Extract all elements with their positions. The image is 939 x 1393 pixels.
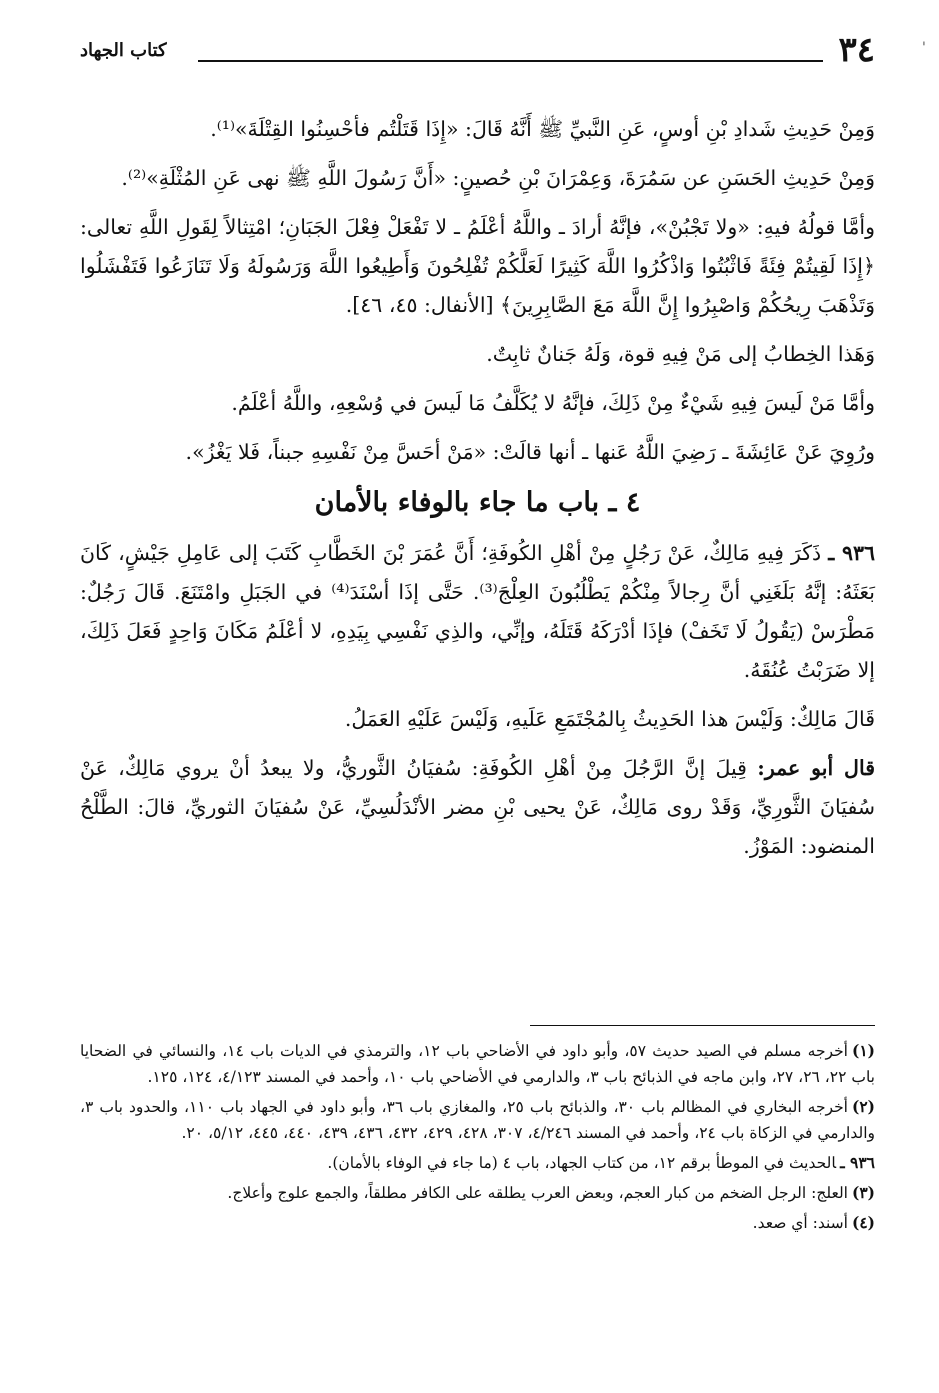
chapter-heading: ٤ ـ باب ما جاء بالوفاء بالأمان bbox=[314, 487, 641, 518]
margin-mark: ' bbox=[922, 40, 926, 56]
footnote-marker: (٤) bbox=[851, 1213, 875, 1232]
abu-umar-lead: قال أبو عمر: bbox=[757, 756, 875, 780]
abu-umar-note bbox=[80, 749, 875, 866]
footnote-1 bbox=[80, 1038, 875, 1090]
footnote-marker: (٢) bbox=[851, 1097, 875, 1116]
header-rule bbox=[198, 60, 823, 62]
hadith-number: ٩٣٦ ـ bbox=[828, 541, 875, 565]
page-header bbox=[80, 30, 875, 76]
paragraph-no-burden: وأمَّا مَنْ لَيسَ فِيهِ شَيْءٌ مِنْ ذَلِكَ، فإنَّهُ لا يُكَلَّفُ مَا لَيسَ في وُسْعِهِ، واللَّهُ أعْلَمُ. bbox=[231, 391, 875, 415]
footnote-text: أخرجه مسلم في الصيد حديث ٥٧، وأبو داود في الأضاحي باب ١٢، والترمذي في الديات باب ١٤، والنسائي في الضحايا باب ٢٢، ٢٦، ٢٧، وابن ماجه في الذبائح باب ٣، والدارمي في الأضاحي باب ١٠، وأحمد في المسند ٤/١٢٣، ١٢٤، ١٢٥. bbox=[80, 1042, 875, 1086]
footnote-text: أخرجه البخاري في المظالم باب ٣٠، والذبائح باب ٢٥، والمغازي باب ٣٦، وأبو داود في الجهاد باب ١١٠، والحدود باب ٣، والدارمي في الزكاة باب ٢٤، وأحمد في المسند ٤/٢٤٦، ٣٠٧، ٤٢٨، ٤٢٩، ٤٣٢، ٤٣٦، ٤٣٩، ٤٤٠، ٤٤٥، ٥/١٢، ٢٠. bbox=[80, 1098, 875, 1142]
paragraph-aisha-report: ورُوِيَ عَنْ عَائِشَةَ ـ رَضِيَ اللَّهُ عَنها ـ أنها قالَتْ: «مَنْ أحَسَّ مِنْ نَفْسِهِ جبناً، فَلا يَغْزُ». bbox=[185, 440, 875, 464]
footnote-separator bbox=[530, 1025, 875, 1026]
footnote-text: أسند: أي صعد. bbox=[752, 1214, 848, 1232]
hadith-936 bbox=[80, 534, 875, 690]
footnote-text: العلج: الرجل الضخم من كبار العجم، وبعض العرب يطلقه على الكافر مطلقاً، والجمع علوج وأعلاج. bbox=[227, 1184, 848, 1202]
main-text bbox=[80, 110, 875, 876]
page-number: ٣٤ bbox=[838, 30, 875, 70]
malik-note: قَالَ مَالِكٌ: وَلَيْسَ هذا الحَدِيثُ بِالمُجْتَمَعِ عَلَيهِ، وَلَيْسَ عَلَيْهِ العَمَلُ. bbox=[344, 707, 875, 731]
footnotes bbox=[80, 1038, 875, 1240]
footnote-3 bbox=[80, 1180, 875, 1206]
paragraph-address-strength: وَهَذا الخِطابُ إلى مَنْ فِيهِ قوة، وَلَهُ جَنانٌ ثابِتٌ. bbox=[486, 342, 875, 366]
paragraph-shaddad-hadith: وَمِنْ حَدِيثِ شَدادِ بْنِ أوسٍ، عَنِ النَّبيِّ ﷺ أَنَّهُ قَالَ: «إِذَا قَتَلْتُم فأحْسِنُوا القِتْلَةَ»⁽¹⁾. bbox=[210, 117, 875, 141]
book-title: كتاب الجهاد bbox=[80, 40, 167, 61]
paragraph-cowardice-quran: وأمَّا قولُهُ فيهِ: «ولا تَجْبُنْ»، فإنَّهُ أرادَ ـ واللَّهُ أعْلَمُ ـ لا تَفْعَلْ فِعْلَ الجَبَانِ؛ امْتِثالاً لِقَولِ اللَّهِ تعالى: ﴿إِذَا لَقِيتُمْ فِئَةً فَاثْبُتُوا وَاذْكُرُوا اللَّهَ كَثِيرًا لَعَلَّكُمْ تُفْلِحُونَ وَأَطِيعُوا اللَّهَ وَرَسُولَهُ وَلَا تَنَازَعُوا فَتَفْشَلُوا وَتَذْهَبَ رِيحُكُمْ وَاصْبِرُوا إِنَّ اللَّهَ مَعَ الصَّابِرِينَ﴾ [الأنفال: ٤٥، ٤٦]. bbox=[80, 215, 875, 317]
hadith-text: ذَكَرَ فِيهِ مَالِكٌ، عَنْ رَجُلٍ مِنْ أهْلِ الكُوفَةِ؛ أَنَّ عُمَرَ بْنَ الخَطَّابِ كَتَبَ إلى عَامِلِ جَيْشٍ، كَانَ بَعَثَهُ: إنَّهُ بَلَغَنِي أنَّ رِجالاً مِنْكُمْ يَطْلُبُونَ العِلْجَ⁽³⁾. حَتَّى إذَا أسْنَدَ⁽⁴⁾ في الجَبَلِ وامْتَنَعَ. قَالَ رَجُلٌ: مَطْرَسْ (يَقُولُ لَا تَخَفْ) فإذَا أدْرَكَهُ قَتَلَهُ، وإنِّي، والذِي نَفْسِي بِيَدِهِ، لا أعْلَمُ مَكَانَ وَاحِدٍ فَعَلَ ذَلِكَ، إلا ضَرَبْتُ عُنُقَهُ. bbox=[80, 541, 875, 682]
footnote-2 bbox=[80, 1094, 875, 1146]
paragraph-mutilation-hadith: وَمِنْ حَدِيثِ الحَسَنِ عن سَمُرَةَ، وَعِمْرَانَ بْنِ حُصينٍ: «أَنَّ رَسُولَ اللَّهِ ﷺ نهى عَنِ المُثْلَةِ»⁽²⁾. bbox=[121, 166, 875, 190]
footnote-marker: (٣) bbox=[851, 1183, 875, 1202]
footnote-936 bbox=[80, 1150, 875, 1176]
footnote-marker: ٩٣٦ ـ bbox=[840, 1153, 875, 1172]
footnote-text: الحديث في الموطأ برقم ١٢، من كتاب الجهاد، باب ٤ (ما جاء في الوفاء بالأمان). bbox=[327, 1154, 837, 1172]
footnote-marker: (١) bbox=[851, 1041, 875, 1060]
footnote-4 bbox=[80, 1210, 875, 1236]
abu-umar-text: قِيلَ إنَّ الرَّجُلَ مِنْ أهْلِ الكُوفَةِ: سُفيَانُ الثَّوريُّ، ولا يبعدُ أنْ يروي مَالِكٌ، عَنْ سُفيَانَ الثَّورِيِّ، وَقَدْ روى مَالِكٌ، عَنْ يحيى بْنِ مضر الأنْدَلُسِيِّ، عَنْ سُفيَانَ الثوريِّ، قالَ: الطَّلْحُ المنضود: المَوْزُ. bbox=[80, 756, 875, 858]
